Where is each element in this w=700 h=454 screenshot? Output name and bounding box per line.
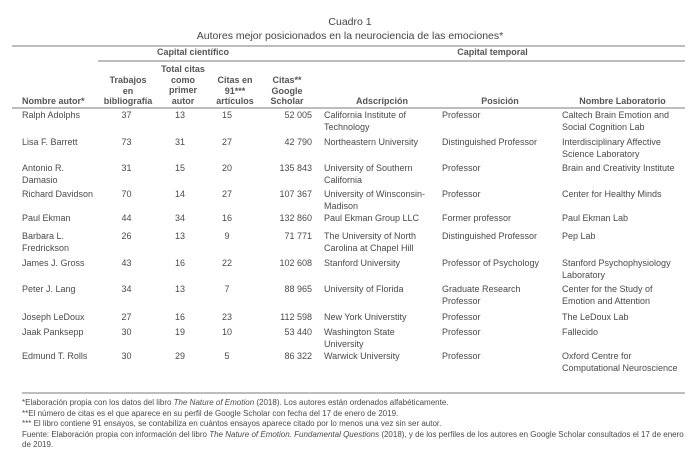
posicion-value: Professor [442, 327, 481, 337]
author-name: Antonio R. Damasio [22, 163, 65, 185]
author-name: Joseph LeDoux [22, 312, 85, 322]
adscripcion-value: Stanford University [324, 258, 401, 268]
adscripcion-value: California Institute of Technology [324, 110, 407, 132]
total-citas-value: 29 [174, 351, 185, 361]
trabajos-value: 37 [121, 110, 132, 120]
laboratorio-value: Interdisciplinary Affective Science Laboratory [562, 137, 661, 159]
footnote-1-book: The Nature of Emotion [173, 398, 255, 407]
table-row [22, 230, 685, 257]
posicion-value: Professor [442, 110, 481, 120]
header-trabajos [98, 75, 158, 107]
trabajos-value: 44 [121, 213, 132, 223]
footnote-1 [22, 398, 692, 409]
trabajos-value: 43 [121, 258, 132, 268]
author-name: Edmund T. Rolls [22, 351, 88, 361]
table-row [22, 326, 685, 350]
laboratorio-value: Oxford Centre for Computational Neuroscience [562, 351, 678, 373]
header-laboratorio: Nombre Laboratorio [579, 96, 666, 106]
citas-91-value: 27 [221, 189, 232, 199]
adscripcion-value: Warwick University [324, 351, 400, 361]
total-citas-value: 13 [174, 284, 185, 294]
table-row [22, 109, 685, 136]
posicion-value: Professor of Psychology [442, 258, 540, 268]
adscripcion-value: University of Florida [324, 284, 404, 294]
header-gs-line: Citas** [272, 75, 302, 85]
laboratorio-value: Pep Lab [562, 231, 596, 241]
citas-91-value: 9 [224, 231, 230, 241]
citas-91-value: 23 [221, 312, 232, 322]
citas-91-value: 5 [224, 351, 230, 361]
header-citas91-line: 91*** [224, 85, 246, 96]
trabajos-value: 73 [121, 137, 132, 147]
posicion-value: Former professor [442, 213, 512, 223]
header-adscripcion: Adscripción [355, 96, 408, 106]
citas-91-value: 22 [221, 258, 232, 268]
google-scholar-value: 88 965 [284, 284, 312, 294]
bottom-rule [22, 392, 685, 394]
google-scholar-value: 86 322 [284, 351, 312, 361]
source-rest: (2018), y de los perfiles de los autores en Google Scholar consultados el 17 de enero de 2019. [22, 429, 684, 449]
posicion-value: Graduate Research Professor [442, 284, 521, 306]
group-capital-cientifico: Capital científico [156, 47, 229, 57]
citas-91-value: 15 [221, 110, 232, 120]
adscripcion-value: The University of North Carolina at Chapel Hill [324, 231, 417, 253]
total-citas-value: 31 [174, 137, 185, 147]
total-citas-value: 19 [174, 327, 185, 337]
footnote-3: *** El libro contiene 91 ensayos, se contabiliza en cuántos ensayos aparece citado por lo menos una vez sin ser autor. [22, 419, 442, 428]
author-name: James J. Gross [22, 258, 85, 268]
laboratorio-value: Paul Ekman Lab [562, 213, 629, 223]
total-citas-value: 13 [174, 110, 185, 120]
header-posicion: Posición [481, 96, 519, 106]
adscripcion-value: Paul Ekman Group LLC [324, 213, 420, 223]
trabajos-value: 30 [121, 351, 132, 361]
header-gs-line: Scholar [270, 96, 304, 106]
adscripcion-value: Washington State University [324, 327, 395, 349]
laboratorio-value: Caltech Brain Emotion and Social Cognition Lab [562, 110, 670, 132]
header-total-line: autor [171, 95, 195, 106]
google-scholar-value: 107 367 [279, 189, 312, 199]
header-total-citas [156, 64, 210, 106]
google-scholar-value: 135 843 [279, 163, 312, 173]
table-number: Cuadro 1 [328, 16, 372, 28]
header-citas91-line: Citas en [217, 75, 253, 85]
group-capital-temporal: Capital temporal [457, 47, 528, 57]
posicion-value: Distinguished Professor [442, 231, 538, 241]
citas-91-value: 10 [221, 327, 232, 337]
author-name: Jaak Panksepp [22, 327, 84, 337]
header-trabajos-line: en [122, 85, 134, 96]
citas-91-value: 16 [221, 213, 232, 223]
adscripcion-value: University of Winsconsin-Madison [324, 189, 426, 211]
table-row [22, 212, 685, 230]
posicion-value: Professor [442, 312, 481, 322]
header-total-line: Total citas [161, 64, 205, 74]
laboratorio-value: Stanford Psychophysiology Laboratory [562, 258, 671, 280]
adscripcion-value: New York Universtity [324, 312, 407, 322]
google-scholar-value: 42 790 [284, 137, 312, 147]
source-note [22, 430, 692, 451]
google-scholar-value: 102 608 [279, 258, 312, 268]
author-name: Peter J. Lang [22, 284, 76, 294]
header-total-line: como [170, 74, 195, 85]
group-rule [98, 60, 685, 62]
header-nombre-autor: Nombre autor* [22, 96, 85, 106]
footnotes [22, 398, 692, 451]
header-trabajos-line: Trabajos [109, 75, 147, 85]
authors-table [22, 109, 685, 388]
table-row [22, 188, 685, 212]
laboratorio-value: The LeDoux Lab [562, 312, 629, 322]
trabajos-value: 27 [121, 312, 132, 322]
table-title: Autores mejor posicionados en la neurociencia de las emociones* [196, 30, 504, 42]
citas-91-value: 20 [221, 163, 232, 173]
header-trabajos-line: bibliografía [103, 96, 153, 106]
header-google-scholar [262, 75, 312, 107]
total-citas-value: 14 [174, 189, 185, 199]
author-name: Ralph Adolphs [22, 110, 81, 120]
adscripcion-value: University of Southern California [324, 163, 413, 185]
citas-91-value: 7 [224, 284, 230, 294]
laboratorio-value: Center for the Study of Emotion and Attention [562, 284, 653, 306]
author-name: Barbara L. Fredrickson [22, 231, 70, 253]
posicion-value: Professor [442, 163, 481, 173]
laboratorio-value: Fallecido [562, 327, 599, 337]
source-text: Fuente: Elaboración propia con información del libro [22, 429, 210, 439]
table-row [22, 350, 685, 388]
source-book: The Nature of Emotion. Fundamental Questions [209, 429, 380, 439]
table-row [22, 283, 685, 311]
table-row [22, 311, 685, 326]
adscripcion-value: Northeastern University [324, 137, 419, 147]
google-scholar-value: 52 005 [284, 110, 312, 120]
google-scholar-value: 53 440 [284, 327, 312, 337]
posicion-value: Professor [442, 189, 481, 199]
header-total-line: primer [168, 85, 197, 95]
laboratorio-value: Center for Healthy Minds [562, 189, 662, 199]
total-citas-value: 13 [174, 231, 185, 241]
table-row [22, 136, 685, 162]
google-scholar-value: 132 860 [279, 213, 312, 223]
footnote-2: **El número de citas es el que aparece en su perfil de Google Scholar con fecha del 17 de enero de 2019. [22, 408, 399, 418]
total-citas-value: 16 [174, 258, 185, 268]
trabajos-value: 26 [121, 231, 132, 241]
author-name: Lisa F. Barrett [22, 137, 78, 147]
table-row [22, 162, 685, 188]
total-citas-value: 15 [174, 163, 185, 173]
google-scholar-value: 112 598 [280, 312, 312, 322]
header-gs-line: Google [271, 85, 303, 96]
citas-91-value: 27 [221, 137, 232, 147]
posicion-value: Professor [442, 351, 481, 361]
author-name: Paul Ekman [22, 213, 71, 223]
total-citas-value: 16 [174, 312, 185, 322]
footnote-1-rest: (2018). Los autores están ordenados alfabéticamente. [254, 398, 449, 407]
total-citas-value: 34 [174, 213, 185, 223]
author-name: Richard Davidson [22, 189, 94, 199]
header-citas91-line: artículos [216, 96, 254, 106]
trabajos-value: 70 [121, 189, 132, 199]
table-row [22, 257, 685, 283]
google-scholar-value: 71 771 [284, 231, 312, 241]
trabajos-value: 31 [121, 163, 132, 173]
trabajos-value: 30 [121, 327, 132, 337]
footnote-1-text: *Elaboración propia con los datos del libro [22, 398, 174, 407]
trabajos-value: 34 [121, 284, 132, 294]
laboratorio-value: Brain and Creativity Institute [562, 163, 675, 173]
header-citas-91 [210, 75, 260, 107]
posicion-value: Distinguished Professor [442, 137, 538, 147]
